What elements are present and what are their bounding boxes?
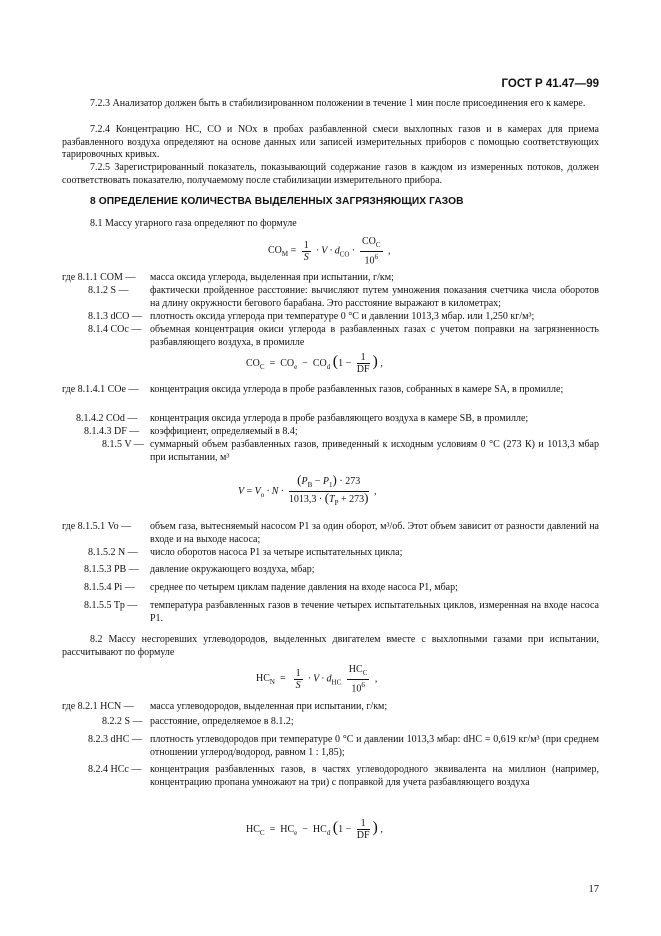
paragraph-7-2-3: 7.2.3 Анализатор должен быть в стабилизированном положении в течение 1 мин после присоединения его к камере. xyxy=(90,98,586,109)
def-term: 8.1.4 COc — xyxy=(88,324,142,335)
def-desc: коэффициент, определяемый в 8.4; xyxy=(150,426,298,437)
formula-co-lhs: CO xyxy=(268,245,282,257)
def-term: где 8.2.1 HCN — xyxy=(62,701,134,712)
def-term: где 8.1.4.1 COe — xyxy=(62,384,139,395)
formula-hc-mass: $HC_N$ = $\frac{1}{S}$ · $V \cdot d_{HC}$ $HC_C$ $10^6$ , xyxy=(256,664,378,695)
paragraph-7-2-5: 7.2.5 Зарегистрированный показатель, показывающий содержание газов в каждом из измеренных потоков, должен соответствовать показателю, получаемому после стабилизации измерительного прибора. xyxy=(62,162,599,186)
def-desc: число оборотов насоса P1 за четыре испытательных цикла; xyxy=(150,547,403,558)
def-desc: среднее по четырем циклам падение давления на входе насоса P1, мбар; xyxy=(150,582,458,593)
formula-hc-concentration: $HC_C = HC_e - HC_d$ (1 − $\frac{1}{DF}$ ) , xyxy=(246,818,383,841)
def-desc: давление окружающего воздуха, мбар; xyxy=(150,564,315,575)
def-term: 8.2.4 HCc — xyxy=(88,764,142,775)
def-term: 8.1.2 S — xyxy=(88,285,129,296)
def-desc: концентрация разбавленных газов, в частях углеводородного эквивалента на миллион (например, концентрацию пропана умножают на три) с поправкой для учета разбавляющего воздуха xyxy=(150,764,599,788)
paragraph-8-2-intro: 8.2 Массу несгоревших углеводородов, выделенных двигателем вместе с выхлопными газами при испытании, рассчитывают по формуле xyxy=(62,634,599,658)
def-desc: объем газа, вытесняемый насосом P1 за один оборот, м³/об. Этот объем зависит от разности давлений на входе и на выходе насоса; xyxy=(150,521,599,545)
definitions-8-1-5 xyxy=(62,521,599,633)
formula-co-mass: $CO_M$ = $\frac{1}{S}$ · $V \cdot d_{CO}$ · $CO_C$ $10^6$ , xyxy=(268,236,391,267)
paragraph-7-2-4: 7.2.4 Концентрацию НС, СО и NOx в пробах разбавленной смеси выхлопных газов и в камерах для приема разбавленного воздуха определяют на основе данных или записей измерительных приборов с помощью соответствующих тарировочных кривых. xyxy=(62,124,599,161)
def-term: 8.1.5 V — xyxy=(102,439,144,450)
definitions-8-1 xyxy=(62,272,599,348)
def-term: 8.2.3 dHC — xyxy=(88,734,142,745)
def-term: где 8.1.5.1 Vo — xyxy=(62,521,132,532)
def-desc: температура разбавленных газов в течение четырех испытательных циклов, измеренная на входе насоса P1. xyxy=(150,600,599,624)
definitions-8-1-4 xyxy=(62,384,599,474)
def-term: 8.1.5.3 PB — xyxy=(84,564,139,575)
def-term: 8.1.3 dCO — xyxy=(88,311,142,322)
def-desc: фактически пройденное расстояние: вычисляют путем умножения показания счетчика числа оборотов на длину окружности бегового барабана. Это расстояние выражают в километрах; xyxy=(150,285,599,309)
def-desc: масса углеводородов, выделенная при испытании, г/км; xyxy=(150,701,388,712)
def-desc: суммарный объем разбавленных газов, приведенный к исходным условиям 0 °С (273 К) и 1013,3 мбар при испытании, м³ xyxy=(150,439,599,463)
def-desc: расстояние, определяемое в 8.1.2; xyxy=(150,716,294,727)
def-term: 8.1.5.5 Tp — xyxy=(84,600,138,611)
def-desc: объемная концентрация окиси углерода в разбавленных газах с учетом поправки на загрязненность разбавляющего воздуха, в промилле xyxy=(150,324,599,348)
def-term: 8.1.4.2 COd — xyxy=(76,413,138,424)
def-desc: концентрация оксида углерода в пробе разбавляющего воздуха в камере SB, в промилле; xyxy=(150,413,529,424)
page-number: 17 xyxy=(588,884,599,895)
formula-volume: $V = V_o \cdot N$ · $\frac{(P_B - P_1) \cdot 273}{1013,3 \cdot (T_P + 273)}$ , xyxy=(238,472,377,507)
def-term: 8.1.5.2 N — xyxy=(88,547,138,558)
paragraph-8-1-intro: 8.1 Массу угарного газа определяют по формуле xyxy=(90,218,297,229)
def-term: 8.1.5.4 Pi — xyxy=(84,582,135,593)
def-desc: масса оксида углерода, выделенная при испытании, г/км; xyxy=(150,272,394,283)
def-desc: плотность оксида углерода при температуре 0 °С и давлении 1013,3 мбар. или 1,250 кг/м³; xyxy=(150,311,535,322)
section-8-title: 8 ОПРЕДЕЛЕНИЕ КОЛИЧЕСТВА ВЫДЕЛЕННЫХ ЗАГРЯЗНЯЮЩИХ ГАЗОВ xyxy=(90,196,464,207)
def-term: где 8.1.1 COM — xyxy=(62,272,136,283)
def-desc: плотность углеводородов при температуре 0 °С и давлении 1013,3 мбар: dHC = 0,619 кг/м³ (при среднем отношении углерод/водород, равном 1 : 1,85); xyxy=(150,734,599,758)
def-desc: концентрация оксида углерода в пробе разбавленных газов, собранных в камере SA, в промилле; xyxy=(150,384,564,395)
def-term: 8.2.2 S — xyxy=(102,716,143,727)
formula-co-concentration: $CO_C = CO_e - CO_d$ (1 − $\frac{1}{DF}$ ) , xyxy=(246,352,383,375)
def-term: 8.1.4.3 DF — xyxy=(84,426,140,437)
standard-header: ГОСТ Р 41.47—99 xyxy=(501,78,599,90)
definitions-8-2 xyxy=(62,701,599,805)
